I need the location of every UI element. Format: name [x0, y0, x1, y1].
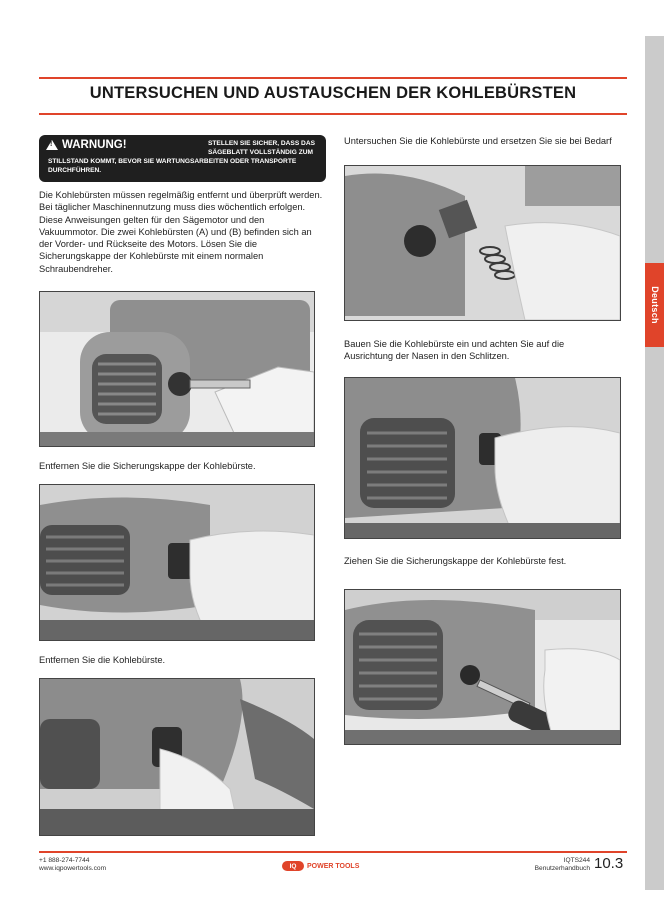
warning-triangle-icon	[46, 140, 58, 150]
photo-inspect-brush	[344, 165, 621, 321]
language-tab-active[interactable]	[645, 263, 664, 347]
footer-website[interactable]: www.iqpowertools.com	[39, 865, 107, 872]
footer-manual: Benutzerhandbuch	[534, 865, 590, 872]
brand-logo-text: POWER TOOLS	[307, 862, 360, 870]
photo-remove-cap	[39, 484, 315, 641]
page-title: UNTERSUCHEN UND AUSTAUSCHEN DER KOHLEBÜRSTEN	[89, 84, 577, 102]
footer-model: IQTS244	[563, 857, 590, 864]
photo-loosen-cap	[39, 291, 315, 447]
warning-text-line1: STELLEN SIE SICHER, DASS DAS SÄGEBLATT VOLLSTÄNDIG ZUM	[208, 140, 315, 156]
intro-paragraph: Die Kohlebürsten müssen regelmäßig entfernt und überprüft werden. Bei täglicher Maschinennutzung muss dies wöchentlich erfolgen. Diese Anweisungen gelten für den Sägemotor und den Vakuummotor. Die zwei Kohlebürsten (A) und (B) befinden sich an der Vorder- und Rückseite des Motors. Lösen Sie die Sicherungskappe der Kohlebürste mit einem normalen Schraubendreher.	[39, 190, 323, 274]
step-caption-3: Untersuchen Sie die Kohlebürste und ersetzen Sie sie bei Bedarf	[344, 136, 612, 146]
footer-manual-info	[520, 857, 590, 873]
step-caption-5: Ziehen Sie die Sicherungskappe der Kohlebürste fest.	[344, 556, 567, 566]
brand-logo	[282, 861, 359, 871]
header-rule-top	[39, 77, 627, 79]
warning-label	[46, 139, 127, 151]
page-number: 10.3	[594, 855, 624, 872]
language-side-tab	[645, 36, 664, 890]
header-rule-bottom	[39, 113, 627, 115]
warning-label-text: WARNUNG!	[62, 139, 127, 151]
warning-box	[39, 135, 326, 182]
footer-contact	[39, 857, 106, 873]
footer-phone: +1 888-274-7744	[39, 857, 90, 864]
photo-install-brush	[344, 377, 621, 539]
warning-text-line2: STILLSTAND KOMMT, BEVOR SIE WARTUNGSARBEITEN ODER TRANSPORTE DURCHFÜHREN.	[48, 158, 297, 174]
photo-tighten-cap	[344, 589, 621, 745]
step-caption-1: Entfernen Sie die Sicherungskappe der Kohlebürste.	[39, 461, 256, 471]
brand-logo-badge: IQ	[282, 861, 304, 871]
step-caption-2: Entfernen Sie die Kohlebürste.	[39, 655, 166, 665]
language-tab-label: Deutsch	[649, 286, 660, 324]
footer-rule	[39, 851, 627, 853]
photo-remove-brush	[39, 678, 315, 836]
step-caption-4: Bauen Sie die Kohlebürste ein und achten Sie auf die Ausrichtung der Nasen in den Schlitzen.	[344, 339, 565, 362]
